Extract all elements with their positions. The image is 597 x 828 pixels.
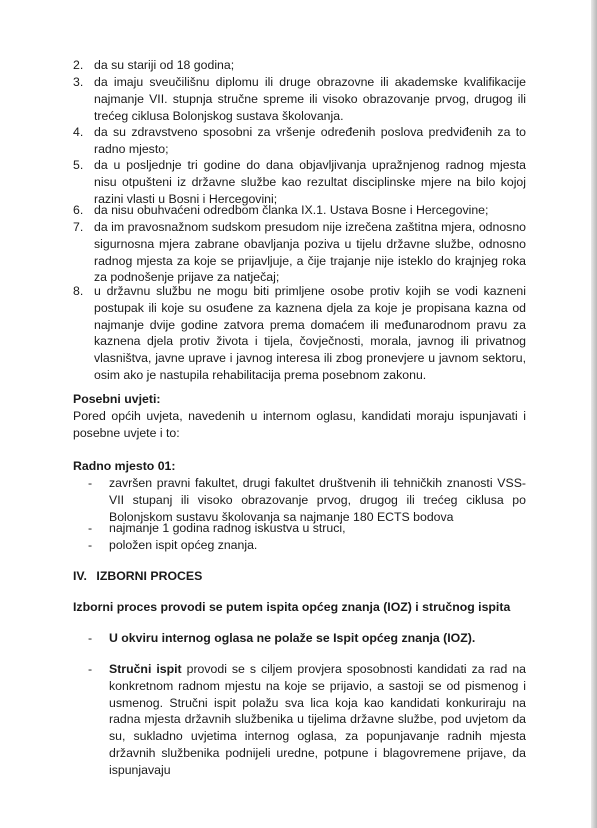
- section-title: IZBORNI PROCES: [96, 569, 203, 583]
- section-number: IV.: [73, 569, 87, 583]
- posebni-uvjeti-heading: Posebni uvjeti:: [73, 392, 161, 406]
- item-number: 6.: [73, 203, 84, 217]
- item-text: da su zdravstveno sposobni za vršenje određenih poslova predviđenih za to radno mjesto;: [94, 125, 526, 156]
- item-text: u državnu službu ne mogu biti primljene osobe protiv kojih se vodi kazneni postupak ili koje su osuđene za kaznena djela za koje je propisana kazna od najmanje dvije godine zatvora prema domaćem ili međunarodnom pravu za kaznena djela protiv života i tijela, čovječnosti, morala, javnog ili privatnog vlasništva, javne uprave i javnog interesa ili zbog pronevjere u javnom sektoru, osim ako je nastupila rehabilitacija prema posebnom zakonu.: [94, 284, 526, 382]
- item-text: da u posljednje tri godine do dana objavljivanja upražnjenog radnog mjesta nisu otpušteni iz državne službe kao rezultat disciplinske mjere na bilo kojoj razini vlasti u Bosni i Hercegovini;: [94, 158, 526, 206]
- radno-mjesto-heading: Radno mjesto 01:: [73, 459, 176, 473]
- section-heading: [73, 568, 202, 585]
- ioz-note: U okviru internog oglasa ne polaže se Ispit općeg znanja (IOZ).: [109, 631, 476, 645]
- item-text: da im pravosnažnom sudskom presudom nije izrečena zaštitna mjera, odnosno sigurnosna mjera zabrane obavljanja poziva u tijelu državne službe, odnosno radnog mjesta za koje se prijavljuje, a čije trajanje nije isteklo do krajnjeg roka za podnošenje prijave za natječaj;: [94, 220, 526, 285]
- item-number: 7.: [73, 220, 84, 234]
- posebni-uvjeti-text: Pored općih uvjeta, navedenih u internom oglasu, kandidati moraju ispunjavati i posebne uvjete i to:: [73, 409, 526, 440]
- strucni-ispit-text: [109, 661, 526, 779]
- item-text: da nisu obuhvaćeni odredbom članka IX.1. Ustava Bosne i Hercegovine;: [94, 203, 489, 217]
- item-text: da su stariji od 18 godina;: [94, 58, 235, 72]
- strucni-ispit-body: provodi se s ciljem provjera sposobnosti kandidati za rad na konkretnom radnom mjestu na koje se prijavio, a sastoji se od pismenog i usmenog. Stručni ispit polažu sva lica koja kao kandidati konkuriraju na radna mjesta državnih službenika u tijelima državne službe, pod uvjetom da su, sukladno uvjetima internog oglasa, za popunjavanje radnih mjesta državnih službenika podnijeli uredne, potpune i blagovremene prijave, da ispunjavaju: [109, 662, 526, 777]
- requirement-text: položen ispit općeg znanja.: [109, 538, 258, 552]
- page-edge: [591, 0, 597, 828]
- item-number: 2.: [73, 58, 84, 72]
- item-text: da imaju sveučilišnu diplomu ili druge obrazovne ili akademske kvalifikacije najmanje VII. stupnja stručne spreme ili visoko obrazovanje prvog, drugog ili trećeg ciklusa Bolonjskog sustava školovanja.: [94, 75, 526, 123]
- izborni-lead: Izborni proces provodi se putem ispita općeg znanja (IOZ) i stručnog ispita: [73, 600, 511, 614]
- item-number: 3.: [73, 75, 84, 89]
- requirement-text: završen pravni fakultet, drugi fakultet društvenih ili tehničkih znanosti VSS-VII stupanj ili visoko obrazovanje prvog, drugog ili trećeg ciklusa po Bolonjskom sustavu školovanja sa najmanje 180 ECTS bodova: [109, 476, 526, 524]
- strucni-ispit-label: Stručni ispit: [109, 662, 182, 676]
- item-number: 5.: [73, 158, 84, 172]
- requirement-text: najmanje 1 godina radnog iskustva u struci,: [109, 521, 346, 535]
- item-number: 4.: [73, 125, 84, 139]
- item-number: 8.: [73, 284, 84, 298]
